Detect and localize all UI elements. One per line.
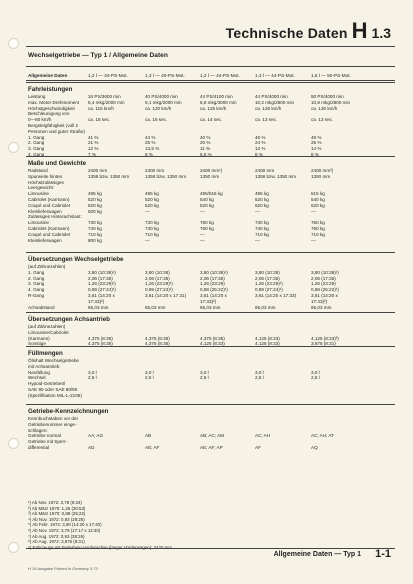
footnote: ⁴) Ab Nov. 1972: 0,93 (28:26) [28, 516, 85, 522]
header-rule [26, 46, 395, 47]
spec-label: Cabriolet (Karmann) [28, 226, 70, 231]
spec-value: 1358 bzw. 1350 mm [88, 173, 130, 179]
spec-value: AQ [311, 445, 318, 450]
spec-label: Coupé und Cabriolet [28, 202, 71, 208]
punch-hole [8, 438, 19, 449]
spec-label: Coupé und Cabriolet [28, 231, 71, 237]
section-divider [26, 312, 395, 313]
spec-value: 500 kg [88, 208, 102, 214]
spec-value: 3,80 (10:38)¹) [311, 269, 339, 275]
spec-value: 1,26 (23:29)¹) [88, 281, 116, 287]
spec-value: 520 kg [255, 202, 269, 208]
spec-label: 2. Gang [28, 140, 45, 146]
spec-label: Sonstige [28, 341, 46, 347]
spec-value: ca. 13 sec. [311, 117, 334, 123]
spec-label: Neufüllung [28, 369, 50, 375]
divider [26, 66, 395, 67]
column-header: 1,3 l — 44-PS-Mot. [255, 73, 295, 78]
spec-label: 1. Gang [28, 134, 45, 140]
spec-label: max. Motor-Drehmoment [28, 99, 80, 105]
spec-value: ca. 18 sec. [88, 117, 111, 123]
spec-value: 4,375 (8:35) [200, 335, 225, 341]
page-heading: Wechselgetriebe — Typ 1 / Allgemeine Daten [28, 52, 168, 59]
spec-value: 2,06 (17:35) [311, 275, 336, 281]
spec-value: 1350 mm [200, 173, 220, 179]
spec-value: 24 % [255, 140, 266, 146]
spec-label: Bergsteigfähigkeit (voll 2 [28, 123, 79, 128]
footer-page-number: 1-1 [375, 548, 391, 560]
section-title: Fahrleistungen [28, 86, 73, 93]
spec-value: 3,0 l [200, 369, 209, 375]
spec-value: 21 % [88, 140, 99, 146]
spec-label: schlagen: [28, 427, 48, 433]
column-header: 1,6 l — 50-PS-Mot. [311, 73, 351, 78]
spec-value: 760 kg [200, 226, 214, 231]
spec-label: Höchstzulässiges [28, 179, 64, 185]
spec-label: Kleinlieferwagen [28, 208, 62, 214]
spec-value: 710 kg [88, 231, 102, 237]
spec-value: 34 PS/3600 min [88, 94, 121, 99]
footer-title: Allgemeine Daten — Typ 1 [273, 551, 361, 558]
spec-label: Cabriolet (Karmann) [28, 197, 70, 202]
spec-label: Leistung [28, 94, 46, 99]
spec-value: 8 % [145, 152, 153, 157]
spec-value: 1,26 (23:29)¹) [145, 281, 173, 287]
spec-label: 1. Gang [28, 269, 45, 275]
spec-value: ca. 125 km/h [200, 105, 227, 111]
spec-value: 4,125 (8:33)³) [311, 335, 339, 341]
spec-value: AD [88, 445, 95, 450]
spec-label: 2. Gang [28, 275, 45, 281]
punch-hole [8, 38, 19, 49]
spec-value: — [145, 208, 150, 214]
spec-value: 740 kg [145, 226, 159, 231]
spec-value: 1,26 (23:29) [200, 281, 225, 287]
spec-value: 10,2 mkg/2800 min [255, 99, 295, 105]
spec-value: 800 kg [88, 237, 102, 243]
section-divider [26, 252, 395, 253]
spec-value: 2,06 (17:35) [88, 275, 113, 281]
spec-value: 2,5 l [145, 375, 154, 381]
spec-value: 20 % [200, 140, 211, 146]
spec-value: 4,125 (8:33) [200, 341, 225, 347]
spec-value: 495/515 kg [200, 191, 223, 197]
section-divider [26, 346, 395, 347]
spec-value: 3,0 l [255, 369, 264, 375]
spec-label: Getriebenummer einge- [28, 421, 77, 427]
spec-value: 9,1 mkg/2000 min [145, 99, 182, 105]
footnote: ⁷) Ab Aug. 1972: 0,93 (28:26) [28, 533, 85, 539]
spec-value: 6,5 % [200, 152, 212, 157]
spec-value: 0,89 (27:24)¹) [145, 287, 173, 293]
spec-value: 3,875 (8:31) [311, 341, 336, 347]
spec-value: 710 kg [255, 231, 269, 237]
spec-label: (auf Zähnezahlen) [28, 264, 66, 269]
spec-value: 520 kg [200, 202, 214, 208]
spec-value: — [200, 237, 205, 243]
spec-label: Beschleunigung von [28, 111, 70, 117]
spec-value: 50 PS/4000 min [311, 94, 344, 99]
spec-value: ca. 125 km/h [255, 105, 282, 111]
section-title: Übersetzungen Wechselgetriebe [28, 256, 124, 263]
spec-value: 0,89 (27:24)¹) [88, 287, 116, 293]
spec-value: 4,375 (8:35) [145, 341, 170, 347]
spec-label: 3. Gang [28, 146, 45, 152]
spec-value: 65,03 mm [200, 304, 221, 310]
spec-value: 3,0 l [88, 369, 97, 375]
spec-label: (Karmann) [28, 335, 50, 341]
spec-value: 495 kg [255, 191, 269, 197]
spec-label: Wechsel [28, 375, 46, 381]
spec-value: 8,4 mkg/2000 min [88, 99, 125, 105]
spec-value: 17:43)²) [200, 298, 217, 304]
spec-value: 2400 mm [88, 168, 108, 173]
spec-label: mit Achsantrieb [28, 363, 60, 369]
spec-value: 46 % [255, 134, 266, 140]
column-header: 1,2 l — 44-PS-Mot. [200, 73, 240, 78]
spec-value: 1350 mm [311, 173, 331, 179]
spec-label: Getriebe normal [28, 433, 61, 439]
spec-value: 3,61 (14:20 x 17:31) [145, 293, 187, 298]
spec-value: 4,375 (8:35) [88, 341, 113, 347]
spec-value: 3,61 (14:20 x [311, 293, 338, 298]
spec-label: Limousine/Cabriolet [28, 329, 69, 335]
spec-value: 730 kg [255, 220, 269, 226]
spec-value: 520 kg [88, 197, 102, 202]
spec-value: AB [145, 433, 152, 439]
spec-value: 44 % [145, 134, 156, 140]
spec-value: 730 kg [88, 220, 102, 226]
spec-label: Spurweite hinten [28, 173, 63, 179]
spec-value: AF [255, 445, 261, 450]
spec-value: — [311, 208, 316, 214]
spec-value: 2400 mm [145, 168, 165, 173]
spec-value: 65,03 mm [311, 304, 332, 310]
spec-value: 65,03 mm [145, 304, 166, 310]
header-number: 1.3 [371, 25, 391, 41]
spec-value: — [255, 208, 260, 214]
section-title: Getriebe-Kennzeichnungen [28, 408, 109, 415]
spec-value: 730 kg [145, 220, 159, 226]
footnote: ⁸) Ab Aug. 1972: 3,875 (8:31) [28, 539, 85, 545]
spec-label: SAE 90 oder SAE 80/90 [28, 387, 78, 392]
spec-label: Achsabstand [28, 304, 55, 310]
print-line: H 15 Ausgabe Printed in Germany 3.73 [28, 566, 98, 571]
spec-value: 8,8 mkg/3000 min [200, 99, 237, 105]
spec-value: AE; AF; AP [200, 445, 223, 450]
spec-value: 25 % [145, 140, 156, 146]
spec-value: 520 kg [88, 202, 102, 208]
column-header: 1,2 l — 34-PS-Mot. [88, 73, 128, 78]
punch-hole [8, 542, 19, 553]
section-divider [26, 82, 395, 83]
spec-label: Getriebe mit Sperr- [28, 439, 68, 445]
spec-row [28, 238, 395, 244]
spec-value: AC; AH [255, 433, 271, 439]
spec-value: 3,61 (14:20 x [88, 293, 115, 298]
spec-label: Kleinlieferwagen [28, 237, 62, 243]
spec-row [28, 305, 395, 311]
spec-value: 540 kg [200, 197, 214, 202]
spec-label: Kennbuchstaben vor der [28, 416, 79, 421]
spec-value: ca. 115 km/h [88, 105, 114, 111]
spec-value: 10,8 mkg/2800 min [311, 99, 351, 105]
spec-label: Zulässiges Hinterachslast: [28, 214, 82, 220]
footnote: ²) Ab März 1970: 1,26 (30:53) [28, 505, 86, 511]
spec-label: 0—80 km/h [28, 117, 52, 123]
section-divider [26, 156, 395, 157]
divider [26, 80, 395, 81]
spec-value: 2,5 l [200, 375, 209, 381]
spec-value: 4,125 (8:33) [255, 341, 280, 347]
spec-value: 520 kg [145, 197, 159, 202]
spec-label: Limousine [28, 191, 49, 197]
spec-value: 65,03 mm [88, 304, 109, 310]
spec-value: 495 kg [145, 191, 159, 197]
spec-label: Höchstgeschwindigkeit [28, 105, 75, 111]
spec-value: 41 % [88, 134, 99, 140]
spec-value: AC; AH; AT [311, 433, 334, 439]
spec-value: 25 % [311, 140, 322, 146]
spec-row [28, 393, 395, 399]
spec-label: differential [28, 445, 50, 450]
spec-value: 495 kg [88, 191, 102, 197]
spec-value: ca. 16 sec. [145, 117, 168, 123]
spec-value: 2,5 l [88, 375, 97, 381]
spec-value: AA; AG [88, 433, 104, 439]
spec-value: 1358 bzw. 1350 mm [145, 173, 187, 179]
spec-value: 17:43)²) [88, 298, 105, 304]
spec-value: 0,88 (25:22)¹) [200, 287, 228, 293]
spec-value: 1,26 (23:29) [311, 281, 336, 287]
spec-value: 8 % [311, 152, 319, 157]
spec-value: — [200, 208, 205, 214]
header-title: Technische Daten [225, 25, 348, 41]
spec-value: 3,80 (10:38)¹) [88, 269, 116, 275]
section-title: Übersetzungen Achsantrieb [28, 316, 110, 323]
spec-value: 760 kg [311, 220, 325, 226]
spec-value: 12 % [88, 146, 99, 152]
section-title: Maße und Gewichte [28, 160, 87, 167]
spec-label: Ölinhalt Wechselgetriebe [28, 358, 79, 363]
spec-value: 2,06 (17:35) [145, 275, 170, 281]
spec-value: 520 kg [311, 202, 325, 208]
section-title: Füllmengen [28, 350, 63, 357]
footnote: ⁹) Fahrzeuge mit Federbein-Vorderachse (langer Vorderwagen): 2420 mm [28, 544, 172, 550]
spec-label: 4. Gang [28, 287, 45, 293]
spec-value: ca. 120 km/h [145, 105, 172, 111]
spec-value: 3,61 (14:20 x 17:33) [255, 293, 297, 298]
spec-value: 3,0 l [311, 369, 320, 375]
page-header [226, 18, 391, 44]
spec-value: 3,0 l [145, 369, 154, 375]
spec-value: 2,5 l [255, 375, 264, 381]
spec-value: 48 % [311, 134, 322, 140]
spec-value: 2400 mm [255, 168, 275, 173]
spec-value: 40 % [200, 134, 211, 140]
header-letter: H [351, 18, 368, 43]
spec-value: 540 kg [311, 197, 325, 202]
spec-value: 2,06 (17:35) [255, 275, 280, 281]
spec-value: 4,125 (8:33) [255, 335, 280, 341]
spec-value: 7 % [88, 152, 96, 157]
spec-value: 44 PS/4000 min [255, 94, 288, 99]
spec-label: (Spezifikation MIL-L-2105) [28, 392, 82, 398]
spec-value: 710 kg [311, 231, 325, 237]
column-headers [28, 72, 395, 80]
footer-rule [26, 548, 395, 549]
spec-value: 13,5 % [145, 146, 160, 152]
spec-value: 3,80 (10:38)¹) [200, 269, 228, 275]
spec-value: ca. 13 sec. [255, 117, 278, 123]
spec-value: 4,375 (8:35) [145, 335, 170, 341]
spec-value: 8 % [255, 152, 263, 157]
spec-value: 2400 mm¹) [200, 168, 223, 173]
spec-value: — [200, 231, 205, 237]
spec-label: Limousine [28, 220, 49, 226]
spec-value: — [255, 237, 260, 243]
spec-value: 1358 bzw. 1350 mm [255, 173, 297, 179]
spec-label: Leergewicht: [28, 185, 55, 191]
spec-label: Hypoid-Getriebeöl [28, 381, 66, 387]
spec-value: 515 kg [311, 191, 325, 197]
footnote: ⁶) Ab Nov. 1972: 3,79 (17:17 x 12:40) [28, 527, 101, 533]
footnote: ³) Ab März 1970: 0,88 (25:22) [28, 511, 86, 517]
spec-value: 760 kg [200, 220, 214, 226]
spec-value: 11 % [200, 146, 211, 152]
spec-value: 710 kg [145, 231, 159, 237]
spec-value: 14 % [311, 146, 322, 152]
punch-hole [8, 142, 19, 153]
spec-value: 44 PS/4100 min [200, 94, 233, 99]
spec-value: — [311, 237, 316, 243]
spec-value: 65,03 mm [255, 304, 276, 310]
footnotes [28, 500, 172, 550]
spec-label: Personen und guter Straße) [28, 128, 85, 134]
spec-value: 13 % [255, 146, 266, 152]
column-header: Allgemeine Daten [28, 73, 68, 78]
spec-value: 4,375 (8:35) [88, 335, 113, 341]
spec-label: Radstand [28, 168, 48, 173]
spec-label: R-Gang [28, 293, 45, 298]
spec-value: 740 kg [255, 226, 269, 231]
spec-value: 2,06 (17:35) [200, 275, 225, 281]
spec-label: 4. Gang [28, 152, 45, 157]
spec-label: (auf Zähnezahlen) [28, 324, 66, 329]
column-header: 1,3 l — 40-PS-Mot. [145, 73, 185, 78]
spec-row [28, 445, 395, 451]
spec-value: ca. 14 sec. [200, 117, 223, 123]
spec-value: 0,88 (25:22)¹) [311, 287, 339, 293]
spec-value: 3,80 (10:38) [145, 269, 170, 275]
spec-value: 760 kg [311, 226, 325, 231]
spec-value: 520 kg [255, 197, 269, 202]
spec-value: 3,61 (14:20 x [200, 293, 227, 298]
spec-label: 3. Gang [28, 281, 45, 287]
spec-value: AE; AF [145, 445, 160, 450]
spec-value: AB; AC; AM [200, 433, 224, 439]
spec-value: 3,80 (10:38) [255, 269, 280, 275]
spec-value: ca. 130 km/h [311, 105, 338, 111]
section-divider [26, 404, 395, 405]
spec-value: — [145, 237, 150, 243]
spec-value: 740 kg [88, 226, 102, 231]
spec-value: 520 kg [145, 202, 159, 208]
spec-value: 1,26 (23:29)¹) [255, 281, 283, 287]
spec-value: 0,89 (27:24)¹) [255, 287, 283, 293]
footnote: ¹) Ab Nov. 1972: 3,78 (9:34) [28, 500, 82, 505]
footnote: ⁵) Ab Febr. 1972: 3,80 (14:20 x 17:40) [28, 522, 102, 528]
spec-value: 2400 mm³) [311, 168, 334, 173]
spec-value: 40 PS/4000 min [145, 94, 178, 99]
spec-value: 17:43)²) [311, 298, 328, 304]
spec-value: 2,5 l [311, 375, 320, 381]
